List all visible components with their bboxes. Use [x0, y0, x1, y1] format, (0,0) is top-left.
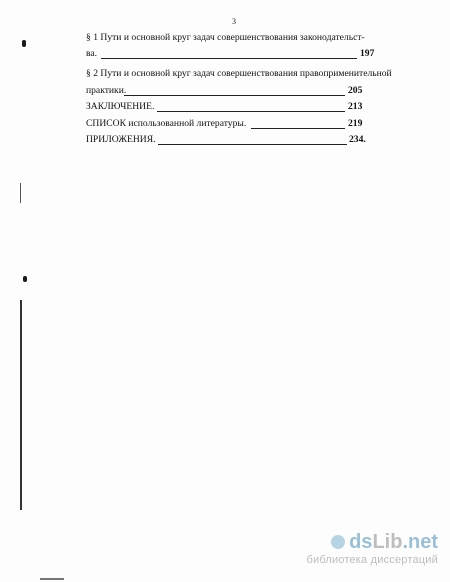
toc-entry-5-leader	[158, 144, 347, 145]
toc-entry-3-leader	[157, 111, 345, 112]
toc-entry-5-page: 234.	[349, 134, 366, 145]
dslib-logo-lib: Lib	[372, 531, 403, 553]
scan-mark-upper-line	[20, 183, 21, 203]
scan-mark-top	[22, 40, 26, 47]
toc-entry-4-page: 219	[348, 118, 363, 129]
toc-entry-4-title: СПИСОК использованной литературы.	[86, 118, 247, 129]
dslib-subtitle: библиотека диссертаций	[306, 554, 438, 566]
dslib-logo-net: .net	[402, 531, 438, 553]
dslib-logo	[306, 532, 438, 552]
toc-entry-4-leader	[251, 128, 345, 129]
scan-mark-middle	[23, 276, 27, 282]
toc-entry-5-title: ПРИЛОЖЕНИЯ.	[86, 134, 156, 145]
toc-entry-2-line2: практики.	[86, 85, 127, 96]
toc-entry-1-line1: § 1 Пути и основной круг задач совершенствования законодательст-	[86, 32, 365, 43]
toc-entry-2-line1: § 2 Пути и основной круг задач совершенствования правоприменительной	[86, 68, 392, 79]
toc-entry-2-page: 205	[348, 85, 363, 96]
toc-entry-2-leader	[124, 95, 345, 96]
scan-mark-long-line	[20, 300, 22, 510]
page-number: 3	[232, 17, 236, 26]
scan-mark-bottom-corner	[40, 578, 64, 580]
dslib-watermark	[306, 532, 438, 566]
toc-entry-1-page: 197	[360, 48, 375, 59]
toc-entry-3-title: ЗАКЛЮЧЕНИЕ.	[86, 101, 155, 112]
toc-entry-1-leader	[101, 58, 357, 59]
dslib-logo-ds: ds	[349, 531, 373, 553]
dslib-logo-icon	[331, 535, 345, 549]
toc-entry-1-line2: ва.	[86, 48, 98, 59]
toc-entry-3-page: 213	[348, 101, 363, 112]
